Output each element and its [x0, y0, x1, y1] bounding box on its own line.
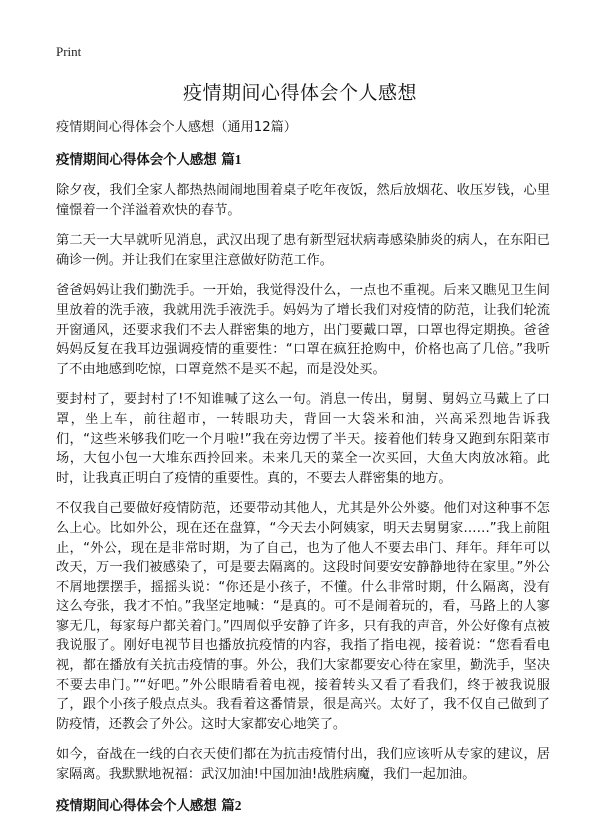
- section-heading-2: [56, 796, 550, 817]
- paragraph: 除夕夜，我们全家人都热热闹闹地围着桌子吃年夜饭，然后放烟花、收压岁钱，心里憧憬着一个洋溢着欢快的春节。: [56, 183, 550, 218]
- paragraph: 第二天一大早就听见消息，武汉出现了患有新型冠状病毒感染肺炎的病人，在东阳已确诊一例。并让我们在家里注意做好防范工作。: [56, 233, 550, 268]
- paragraph: 如今，奋战在一线的白衣天使们都在为抗击疫情付出，我们应该听从专家的建议，居家隔离。我默默地祝福：武汉加油!中国加油!战胜病魔，我们一起加油。: [56, 747, 550, 783]
- section-heading-number: 1: [234, 152, 242, 167]
- print-link[interactable]: Print: [56, 44, 82, 59]
- paragraph: 爸爸妈妈让我们勤洗手。一开始，我觉得没什么，一点也不重视。后来又瞧见卫生间里放着的洗手液，我就用洗手液洗手。妈妈为了增长我们对疫情的防范，让我们轮流开窗通风，还要求我们不去人群密集的地方，出门要戴口罩，口罩也得定期换。爸爸妈妈反复在我耳边强调疫情的重要性：“口罩在疯狂抢购中，价格也高了几倍。”我听了不由地感到吃惊，口罩竟然不是买不起，而是没处买。: [56, 283, 550, 377]
- paragraph: 要封村了，要封村了!不知谁喊了这么一句。消息一传出，舅舅、舅妈立马戴上了口罩，坐上车，前往超市，一转眼功夫，背回一大袋米和油，兴高采烈地告诉我们，“这些米够我们吃一个月啦!”我在旁边愣了半天。接着他们转身又跑到东阳菜市场，大包小包一大堆东西拎回来。未来几天的菜全一次买回，大鱼大肉放冰箱。此时，让我真正明白了疫情的重要性。真的，不要去人群密集的地方。: [56, 392, 550, 486]
- section-heading-text: 疫情期间心得体会个人感想 篇: [56, 153, 235, 168]
- section-heading-text: 疫情期间心得体会个人感想 篇: [56, 798, 235, 814]
- section-heading-1: [56, 150, 550, 171]
- document-body: [56, 118, 550, 827]
- section-heading-number: 2: [234, 797, 242, 813]
- page-title: 疫情期间心得体会个人感想: [182, 82, 417, 104]
- document-subtitle: 疫情期间心得体会个人感想（通用12篇）: [56, 120, 297, 135]
- paragraph: 不仅我自己要做好疫情防范，还要带动其他人，尤其是外公外婆。他们对这种事不怎么上心。比如外公，现在还在盘算，“今天去小阿姨家，明天去舅舅家……”我上前阻止，“外公，现在是非常时期，为了自己，也为了他人不要去串门、拜年。拜年可以改天，万一我们被感染了，可是要去隔离的。这段时间要安安静静地待在家里。”外公不屑地摆摆手，摇摇头说：“你还是小孩子，不懂。什么非常时期，什么隔离，没有这么夸张，我才不怕。”我坚定地喊：“是真的。可不是闹着玩的，看，马路上的人寥寥无几，每家每户都关着门。”四周似乎安静了许多，只有我的声音，外公好像有点被我说服了。刚好电视节目也播放抗疫情的内容，我指了指电视，接着说：“您看看电视，都在播放有关抗击疫情的事。外公，我们大家都要安心待在家里，勤洗手，坚决不要去串门。”“好吧。”外公眼睛看着电视，接着转头又看了看我们，终于被我说服了，跟个小孩子般点点头。我看着这番情景，很是高兴。太好了，我不仅自己做到了防疫情，还教会了外公。这时大家都安心地笑了。: [56, 501, 550, 732]
